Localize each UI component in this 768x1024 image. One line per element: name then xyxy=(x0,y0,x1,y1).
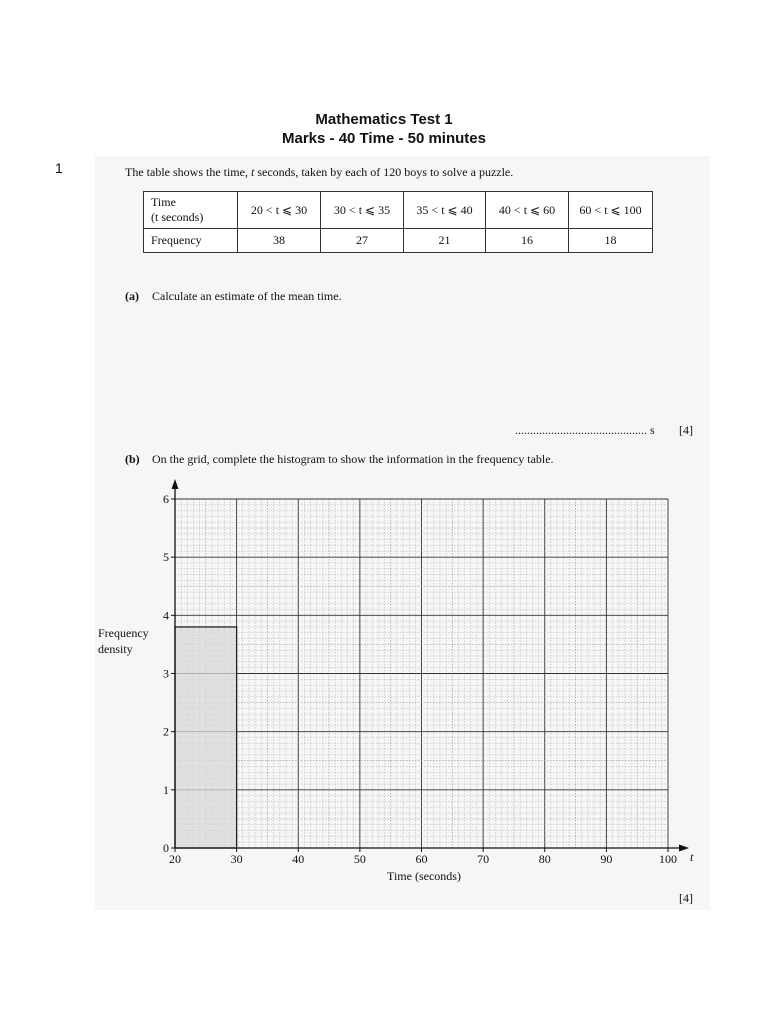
axes xyxy=(163,479,689,866)
frequency-cell: 16 xyxy=(486,229,569,253)
frequency-cell: 21 xyxy=(404,229,486,253)
part-b-text: On the grid, complete the histogram to show the information in the frequency table. xyxy=(152,452,554,466)
x-tick-label: 40 xyxy=(292,852,305,866)
histogram-bar xyxy=(175,627,237,848)
x-tick-label: 80 xyxy=(538,852,551,866)
x-axis-label: Time (seconds) xyxy=(387,869,461,883)
y-axis-label-line1: Frequency xyxy=(98,626,149,640)
x-tick-label: 30 xyxy=(230,852,243,866)
part-a-marks: [4] xyxy=(679,423,693,437)
y-tick-label: 2 xyxy=(163,724,169,739)
page-title: Mathematics Test 1 xyxy=(315,111,453,128)
y-tick-label: 5 xyxy=(163,550,169,565)
x-tick-label: 100 xyxy=(659,852,677,866)
interval-cell: 35 < t ⩽ 40 xyxy=(404,192,486,229)
x-tick-label: 50 xyxy=(353,852,366,866)
y-tick-label: 1 xyxy=(163,782,169,797)
interval-cell: 60 < t ⩽ 100 xyxy=(569,192,653,229)
intro-variable: t xyxy=(250,165,255,179)
interval-cell: 30 < t ⩽ 35 xyxy=(321,192,404,229)
y-axis-arrow xyxy=(172,479,179,489)
part-a-label: (a) xyxy=(125,289,139,303)
page-subtitle: Marks - 40 Time - 50 minutes xyxy=(282,130,486,147)
y-tick-label: 4 xyxy=(163,608,169,623)
x-tick-label: 20 xyxy=(169,852,181,866)
y-tick-label: 6 xyxy=(163,492,169,506)
answer-line-a[interactable]: ............................................ s xyxy=(515,423,655,437)
frequency-header-cell: Frequency xyxy=(144,229,238,253)
intro-text-before: The table shows the time, xyxy=(125,165,251,179)
frequency-cell: 27 xyxy=(321,229,404,253)
part-b-label: (b) xyxy=(125,452,140,466)
intro-text-after: seconds, taken by each of 120 boys to solve a puzzle. xyxy=(254,165,514,179)
x-tick-label: 90 xyxy=(600,852,613,866)
y-tick-label: 3 xyxy=(163,666,169,681)
time-header-unit: (t seconds) xyxy=(151,210,204,224)
grid xyxy=(175,499,668,848)
x-tick-label: 60 xyxy=(415,852,428,866)
bars xyxy=(175,627,237,848)
question-number: 1 xyxy=(55,160,63,176)
y-tick-label: 0 xyxy=(163,841,169,855)
x-axis-arrow xyxy=(679,845,689,852)
interval-cell: 20 < t ⩽ 30 xyxy=(238,192,321,229)
time-header-label: Time xyxy=(151,195,176,209)
part-b-marks: [4] xyxy=(679,891,693,905)
x-axis-symbol: t xyxy=(690,850,694,864)
frequency-cell: 38 xyxy=(238,229,321,253)
y-axis-label-line2: density xyxy=(98,642,133,656)
interval-cell: 40 < t ⩽ 60 xyxy=(486,192,569,229)
x-tick-label: 70 xyxy=(477,852,490,866)
frequency-cell: 18 xyxy=(569,229,653,253)
part-a-text: Calculate an estimate of the mean time. xyxy=(152,289,342,303)
